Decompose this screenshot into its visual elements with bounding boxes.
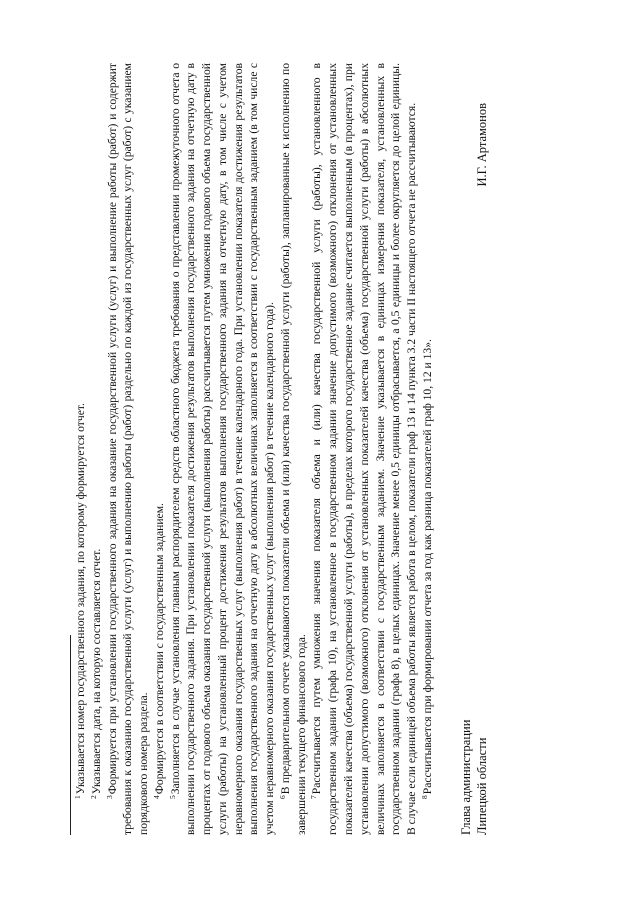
footnote-1: [73, 63, 89, 835]
footnotes-list: [73, 63, 436, 835]
footnote-5: [168, 63, 278, 835]
footnote-text: Рассчитывается путем умножения значения показателя объема и (или) качества государственной услуги (работы), установленного в государственном задании (графа 10), на установленное в государственном задании значение допустимого (возможного) отклонения от установленных показателей качества (объема) государственной услуги (работы), в пределах которого государственное задание считается выполненным (в процентах), при установлении допустимого (возможного) отклонения от установленных показателей качества (объема) государственной услуги (работы) в абсолютных величинах заполняется в соответствии с государственным заданием. Значение указывается в единицах измерения показателя, установленных в государственном задании (графа 8), в целых единицах. Значение менее 0,5 единицы отбрасывается, а 0,5 единицы и более округляется до целой единицы. В случае если единицей объема работы является работа в целом, показатели граф 13 и 14 пункта 3.2 части II настоящего отчета не рассчитываются.: [310, 63, 419, 835]
signatory-name: И.Г. Артамонов: [474, 103, 489, 187]
footnote-text: Заполняется в случае установления главным распорядителем средств областного бюджета требования о представлении промежуточного отчета о выполнении государственного задания. При установлении показателя достижения результатов выполнения государственного задания на отчетную дату в процентах от годового объема оказания государственной услуги (выполнения работы) рассчитывается путем умножения годового объема государственной услуги (работы) на установленный процент достижения результатов выполнения государственного задания на отчетную дату, в том числе с учетом неравномерного оказания государственных услуг (выполнения работ) в течение календарного года. При установлении показателя достижения результатов выполнения государственного задания на отчетную дату в абсолютных величинах заполняется в соответствии с государственным заданием (в том числе с учетом неравномерного оказания государственных услуг (выполнения работ) в течение календарного года).: [168, 63, 277, 835]
footnote-text: Рассчитывается при формировании отчета за год как разница показателей граф 10, 12 и 13».: [420, 339, 434, 795]
footnote-number: 2: [88, 795, 98, 799]
footnote-number: 8: [419, 795, 429, 799]
footnote-number: 4: [151, 795, 161, 799]
footnote-3: [105, 63, 152, 835]
footnote-text: Указывается номер государственного задания, по которому формируется отчет.: [74, 403, 87, 795]
signatory-title-line2: Липецкой области: [474, 737, 489, 835]
footnote-number: 5: [167, 795, 177, 799]
footnote-text: Формируется при установлении государственного задания на оказание государственной услуги (услуг) и выполнение работы (работ) и содержит требования к оказанию государственной услуги (услуг) и выполнению работы (работ) раздельно по каждой из государственных услуг (работ) с указанием порядкового номера раздела.: [105, 63, 151, 835]
footnote-number: 6: [277, 795, 287, 799]
footnote-number: 3: [104, 795, 114, 799]
footnote-number: 7: [309, 795, 319, 799]
signatory-title: [458, 720, 491, 835]
footnote-text: Формируется в соответствии с государственным заданием.: [152, 503, 166, 795]
footnote-2: [89, 63, 105, 835]
footnote-8: [420, 63, 436, 835]
footnote-7: [309, 63, 419, 835]
footnote-text: В предварительном отчете указываются показатели объема и (или) качества государственной услуги (работы), запланированные к исполнению по завершении текущего финансового года.: [278, 63, 308, 835]
footnote-text: Указывается дата, на которую составляется отчет.: [89, 548, 103, 795]
footnote-separator: [70, 635, 71, 835]
signature-block: [458, 63, 491, 835]
footnote-4: [152, 63, 168, 835]
footnote-number: 1: [73, 795, 82, 799]
footnote-6: [278, 63, 310, 835]
signatory-title-line1: Глава администрации: [458, 719, 473, 835]
page-content: [70, 63, 490, 835]
